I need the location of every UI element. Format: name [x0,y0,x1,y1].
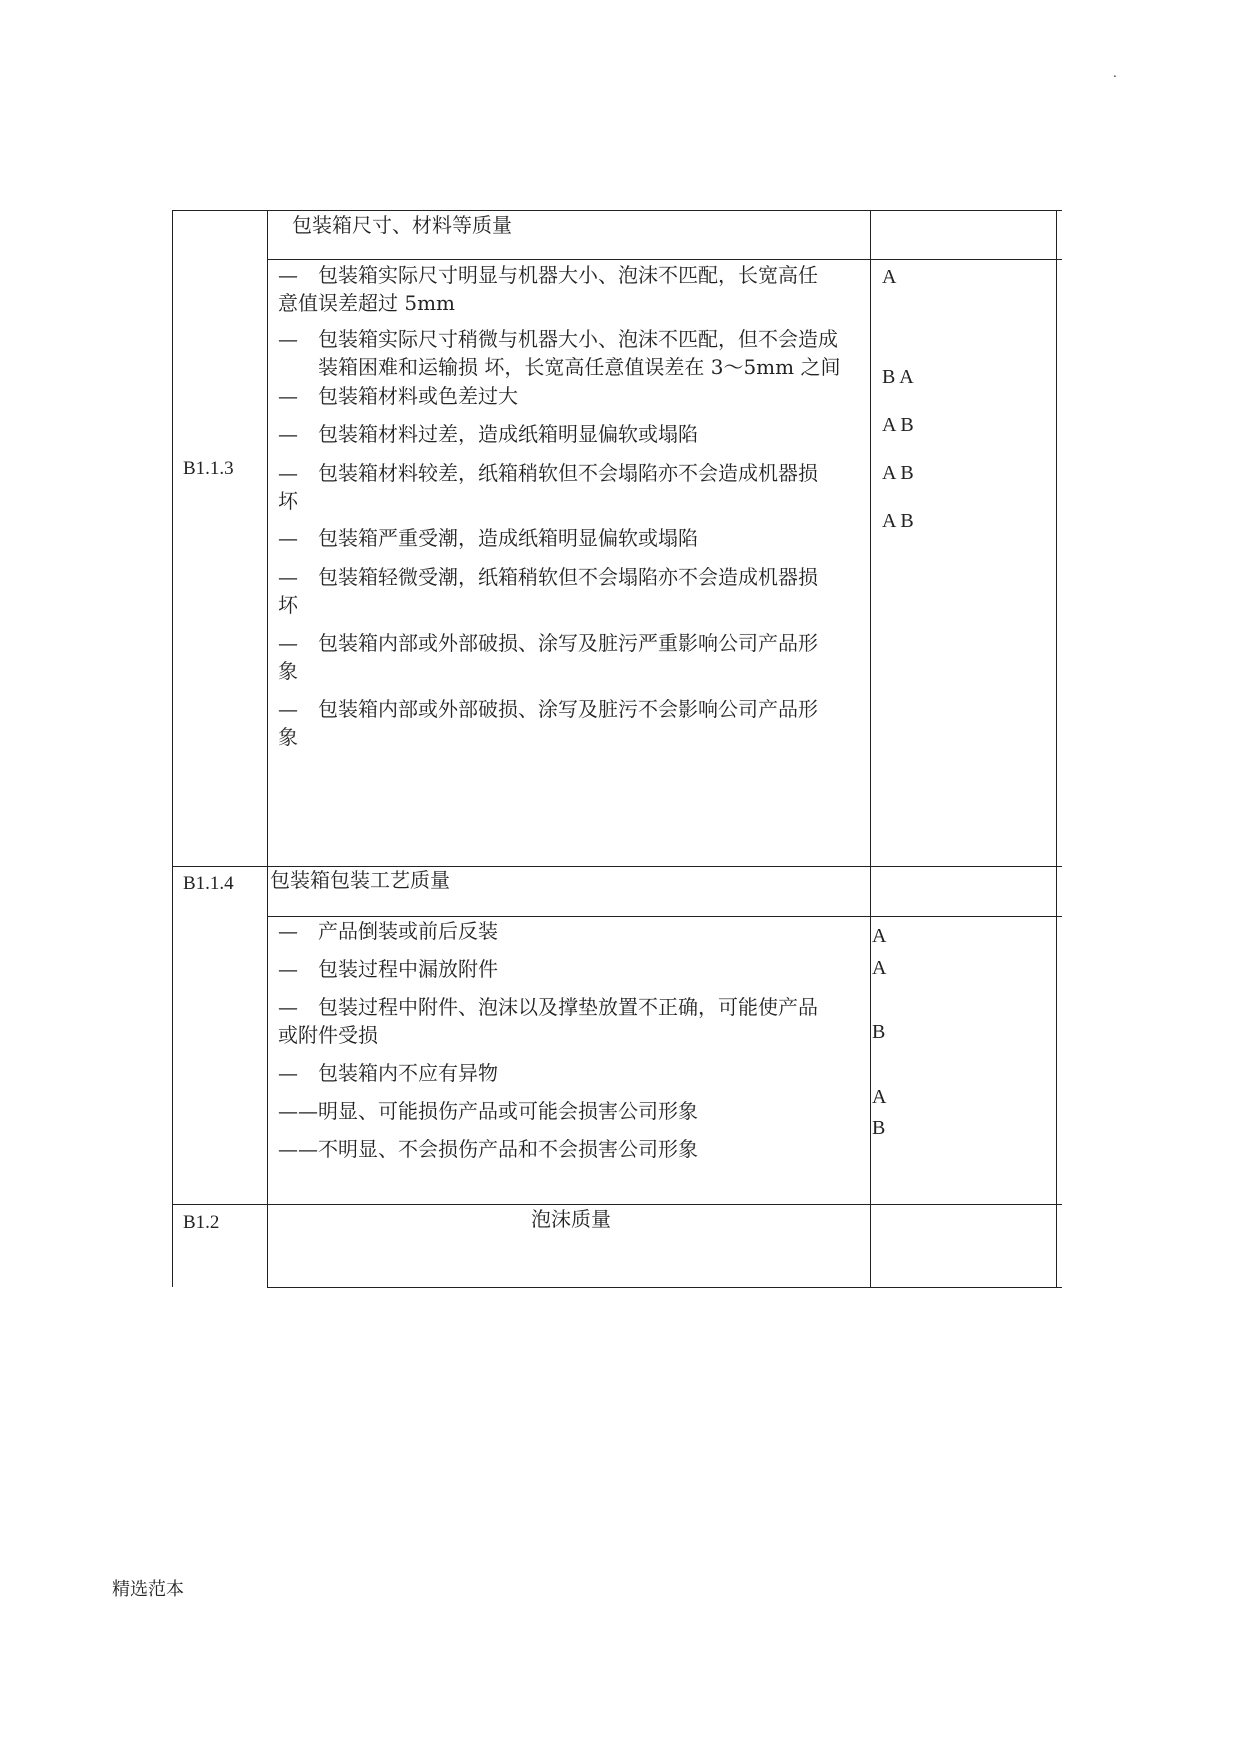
section-title: 泡沫质量 [531,1207,611,1231]
section-code: B1.1.4 [183,873,234,894]
criteria-line: 象 [278,725,298,749]
criteria-line: — 包装箱严重受潮，造成纸箱明显偏软或塌陷 [278,526,698,550]
section-code: B1.2 [183,1212,220,1233]
criteria-line: 坏 [278,489,298,513]
header-mark: . [1113,66,1117,80]
grade-value: A B [882,414,914,436]
criteria-line: ——不明显、不会损伤产品和不会损害公司形象 [278,1137,698,1161]
criteria-line: 或附件受损 [278,1023,378,1047]
criteria-line: 装箱困难和运输损 坏，长宽高任意值误差在 3～5mm 之间 [318,355,841,379]
criteria-line: — 包装箱内部或外部破损、涂写及脏污严重影响公司产品形 [278,631,818,655]
criteria-line: — 包装箱材料较差，纸箱稍软但不会塌陷亦不会造成机器损 [278,461,818,485]
grade-value: A [872,925,887,947]
criteria-line: 象 [278,659,298,683]
criteria-line: — 包装过程中附件、泡沫以及撑垫放置不正确，可能使产品 [278,995,818,1019]
criteria-line: 意值误差超过 5mm [278,291,456,315]
grade-value: A B [882,462,914,484]
grade-value: A B [882,510,914,532]
grade-value: A [872,1086,887,1108]
criteria-line: — 包装箱内不应有异物 [278,1061,498,1085]
grade-value: A [882,266,897,288]
col-border-grade [870,210,871,1288]
criteria-line: — 包装过程中漏放附件 [278,957,498,981]
criteria-line: — 包装箱实际尺寸明显与机器大小、泡沫不匹配，长宽高任 [278,263,818,287]
grade-value: A [872,957,887,979]
criteria-line: — 产品倒装或前后反装 [278,919,498,943]
col-border-left [172,210,173,1287]
grade-value: B A [882,366,914,388]
criteria-list [278,916,868,1166]
col-border-right [1056,210,1057,1288]
criteria-line: 坏 [278,593,298,617]
criteria-line: — 包装箱轻微受潮，纸箱稍软但不会塌陷亦不会造成机器损 [278,565,818,589]
criteria-list [278,258,868,778]
table-bottom-border [267,1287,1062,1288]
grade-value: B [872,1021,886,1043]
criteria-line: — 包装箱材料或色差过大 [278,384,518,408]
row-divider [172,1204,1062,1205]
criteria-line: ——明显、可能损伤产品或可能会损害公司形象 [278,1099,698,1123]
criteria-line: — 包装箱内部或外部破损、涂写及脏污不会影响公司产品形 [278,697,818,721]
criteria-line: — 包装箱实际尺寸稍微与机器大小、泡沫不匹配，但不会造成 [278,327,838,351]
col-border-code [267,210,268,1288]
footer-text: 精选范本 [112,1579,184,1600]
grade-value: B [872,1117,886,1139]
section-title: 包装箱尺寸、材料等质量 [292,213,512,237]
section-code: B1.1.3 [183,458,234,479]
section-title: 包装箱包装工艺质量 [270,868,450,892]
criteria-line: — 包装箱材料过差，造成纸箱明显偏软或塌陷 [278,422,698,446]
